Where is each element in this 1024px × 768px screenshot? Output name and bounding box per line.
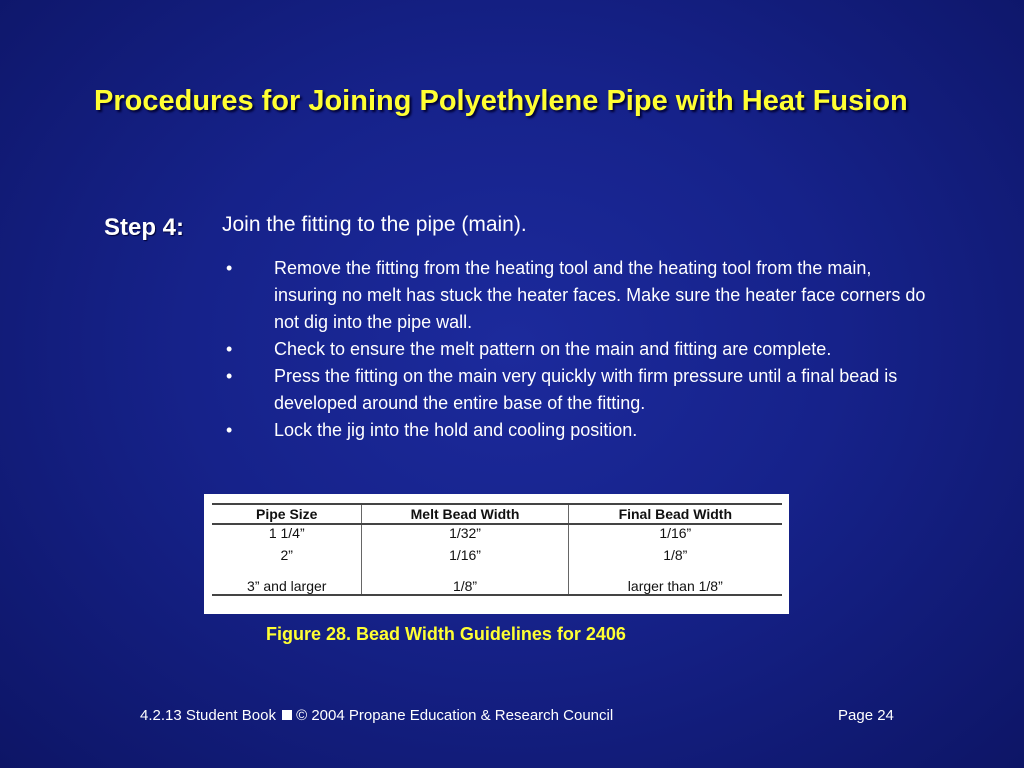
bullet-text: Press the fitting on the main very quickly with firm pressure until a final bead is developed around the entire base of the fitting. bbox=[274, 366, 898, 413]
table-cell: 1 1/4” bbox=[268, 525, 305, 541]
bullet-item bbox=[222, 363, 932, 417]
table-cell: 3” and larger bbox=[212, 568, 362, 595]
bullet-text: Lock the jig into the hold and cooling position. bbox=[274, 420, 638, 440]
bullet-item bbox=[222, 336, 932, 363]
bullet-glyph: • bbox=[226, 420, 233, 440]
square-bullet-icon bbox=[282, 710, 292, 720]
slide-title: Procedures for Joining Polyethylene Pipe with Heat Fusion bbox=[94, 85, 908, 117]
step-label: Step 4: bbox=[104, 214, 185, 241]
bullet-glyph: • bbox=[226, 258, 233, 278]
footer-book: 4.2.13 Student Book bbox=[140, 707, 276, 724]
bullet-item bbox=[222, 417, 932, 444]
bullet-glyph: • bbox=[226, 339, 233, 359]
table-header-row bbox=[212, 504, 782, 524]
table-cell: 1/8” bbox=[362, 568, 568, 595]
table-cell: 1/32” bbox=[362, 524, 568, 541]
step-text: Join the fitting to the pipe (main). bbox=[222, 213, 527, 236]
table-row bbox=[212, 568, 782, 595]
bullet-text: Check to ensure the melt pattern on the main and fitting are complete. bbox=[274, 339, 832, 359]
table-row bbox=[212, 541, 782, 568]
footer-credit bbox=[140, 707, 613, 724]
header-final-bead-width: Final Bead Width bbox=[568, 504, 782, 524]
bullet-list bbox=[222, 255, 932, 444]
table-row bbox=[212, 524, 782, 541]
header-pipe-size: Pipe Size bbox=[212, 504, 362, 524]
table-cell: larger than 1/8” bbox=[568, 568, 782, 595]
header-melt-bead-width: Melt Bead Width bbox=[362, 504, 568, 524]
table-cell: 2” bbox=[280, 546, 293, 563]
footer-copyright: © 2004 Propane Education & Research Council bbox=[296, 707, 614, 724]
figure-caption: Figure 28. Bead Width Guidelines for 2406 bbox=[266, 624, 626, 644]
bullet-text: Remove the fitting from the heating tool and the heating tool from the main, insuring no melt has stuck the heater faces. Make sure the heater face corners do not dig into the pipe wall. bbox=[274, 258, 926, 332]
page-number: Page 24 bbox=[838, 707, 894, 724]
bead-width-figure bbox=[204, 494, 789, 614]
table-cell: 1/16” bbox=[568, 524, 782, 541]
table-cell: 1/8” bbox=[568, 541, 782, 568]
bullet-glyph: • bbox=[226, 366, 233, 386]
bead-width-table bbox=[212, 503, 782, 596]
bullet-item bbox=[222, 255, 932, 336]
table-cell: 1/16” bbox=[362, 541, 568, 568]
